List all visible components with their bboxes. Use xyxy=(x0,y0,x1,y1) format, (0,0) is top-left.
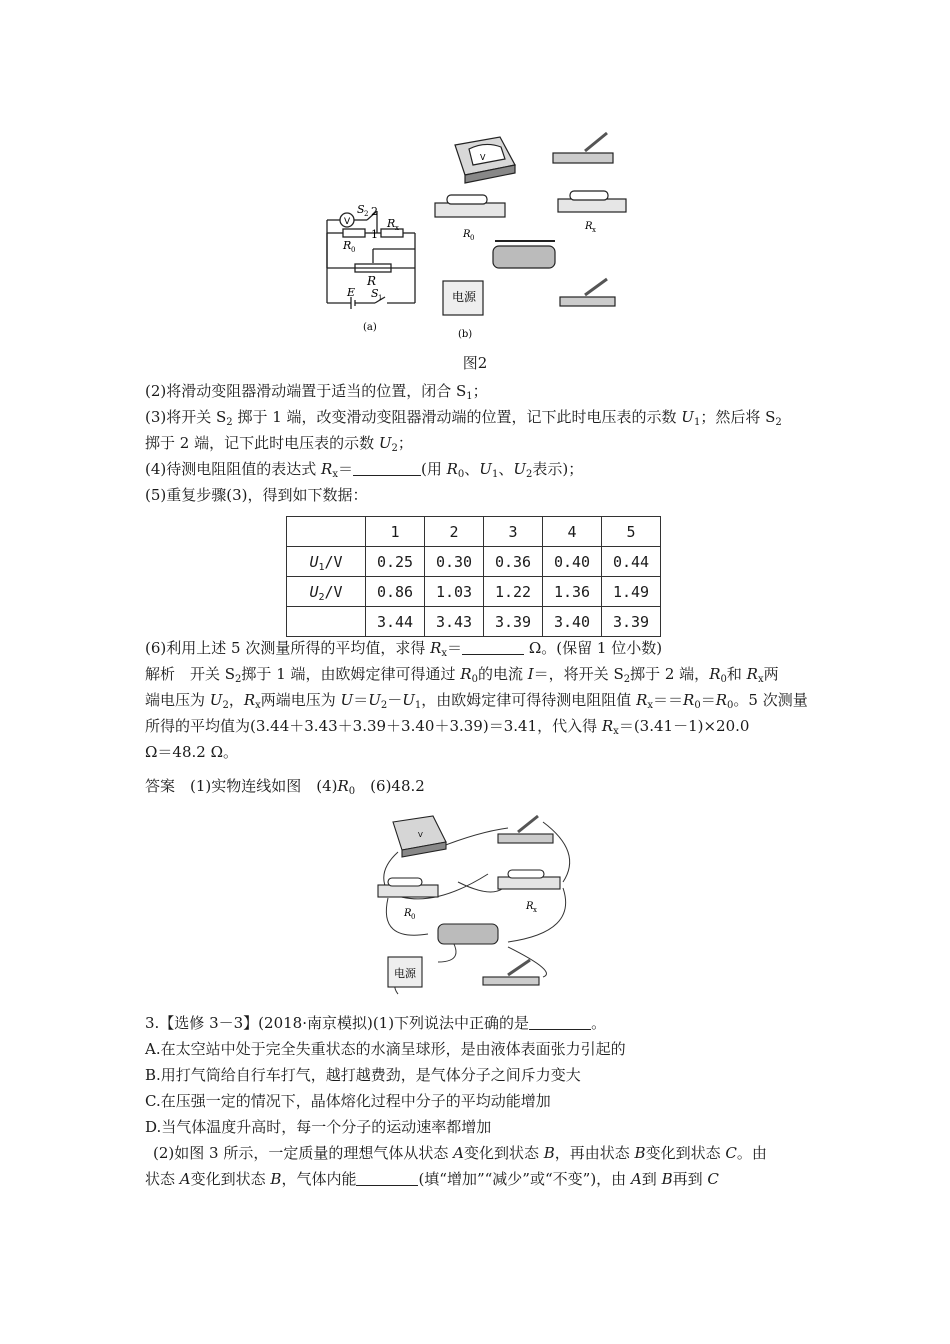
question-3-block xyxy=(145,1010,810,1192)
step-4 xyxy=(145,456,810,482)
an-2f: ，由欧姆定律可得待测电阻阻值 xyxy=(421,691,637,709)
q3-p2-b: 变化到状态 xyxy=(463,1144,544,1162)
table-cell: 0.86 xyxy=(366,577,425,607)
r0-label-sub: 0 xyxy=(351,246,356,254)
data-table xyxy=(286,516,661,637)
an-u2: U xyxy=(209,691,223,709)
step-3-u2-sub: 2 xyxy=(391,443,398,454)
q3-p3-a: 状态 xyxy=(145,1170,180,1188)
step-6-rx: R xyxy=(430,639,442,657)
step-3-line-1 xyxy=(145,404,810,430)
step-4-rx: R xyxy=(321,460,333,478)
q3-p2-e: 。由 xyxy=(736,1144,767,1162)
an-rx4-sub: x xyxy=(613,726,619,737)
q3-state-a3: A xyxy=(630,1170,642,1188)
row-label-unit: /V xyxy=(324,552,343,571)
an-u2-sub: 2 xyxy=(222,700,229,711)
an-rx2: R xyxy=(243,691,256,709)
step-3-end: ； xyxy=(397,434,413,452)
an-u1: U xyxy=(402,691,415,709)
step-6-c: Ω。(保留 1 位小数) xyxy=(524,639,663,657)
step-4-sep2: 、 xyxy=(498,460,514,478)
step-2-sub: 1 xyxy=(466,391,473,402)
an-r0d-sub: 0 xyxy=(727,700,734,711)
table-row-label xyxy=(287,607,366,637)
step-4-r0-sub: 0 xyxy=(457,469,465,480)
figure-2-caption: 图2 xyxy=(462,354,488,372)
an-r0: R xyxy=(460,665,472,683)
step-5: (5)重复步骤(3)，得到如下数据： xyxy=(145,486,368,504)
q3-state-a: A xyxy=(453,1144,464,1162)
step-4-eq: ＝ xyxy=(337,460,353,478)
table-header-cell: 3 xyxy=(484,517,543,547)
step-4-r0: R xyxy=(446,460,458,478)
an-1f: 和 xyxy=(726,665,747,683)
table-cell: 0.44 xyxy=(602,547,661,577)
q3-title-text: 3.【选修 3－3】(2018·南京模拟)(1)下列说法中正确的是 xyxy=(145,1014,530,1032)
step-6-a: (6)利用上述 5 次测量所得的平均值，求得 xyxy=(145,639,431,657)
analysis-line-3 xyxy=(145,713,810,739)
answer-a: 答案 (1)实物连线如图 (4) xyxy=(145,777,338,795)
component-voltmeter-label: V xyxy=(480,153,486,162)
step-4-sep1: 、 xyxy=(464,460,480,478)
q3-p3-e: 到 xyxy=(641,1170,662,1188)
table-header-cell: 5 xyxy=(602,517,661,547)
step-4-u1-sub: 1 xyxy=(491,469,499,480)
an-r0b-sub: 0 xyxy=(720,674,727,685)
rheostat-label: R xyxy=(367,274,377,288)
table-cell: 0.40 xyxy=(543,547,602,577)
power-source-label: 电源 xyxy=(452,290,477,304)
an-1b: 掷于 1 端，由欧姆定律可得通过 xyxy=(241,665,461,683)
step-2 xyxy=(145,378,810,404)
an-2d: ＝ xyxy=(353,691,369,709)
step-4-c: (用 xyxy=(420,460,447,478)
table-row-label xyxy=(287,547,366,577)
q3-answer-blank[interactable] xyxy=(529,1013,591,1030)
component-r0-label: R xyxy=(463,229,471,240)
q3-state-a2: A xyxy=(179,1170,191,1188)
analysis-line-1 xyxy=(145,661,810,687)
answer-wiring-drawing xyxy=(368,812,588,1002)
s1-label: S xyxy=(371,287,379,300)
step-3-line-2 xyxy=(145,430,810,456)
an-r0-sub: 0 xyxy=(471,674,478,685)
answer-line xyxy=(145,773,810,799)
table-row xyxy=(287,577,661,607)
q3-state-b2: B xyxy=(634,1144,646,1162)
an-2c: 两端电压为 xyxy=(260,691,341,709)
an-1e: 掷于 2 端， xyxy=(630,665,710,683)
row-label-unit: /V xyxy=(324,582,343,601)
figure-a-label: (a) xyxy=(363,322,377,333)
q3-option-a: A.在太空站中处于完全失重状态的水滴呈球形，是由液体表面张力引起的 xyxy=(145,1040,626,1058)
an-2h: ＝ xyxy=(700,691,716,709)
step-3-u1: U xyxy=(681,408,694,426)
an-1a-sub: 2 xyxy=(235,674,242,685)
step-4-u1: U xyxy=(479,460,492,478)
an-rx3: R xyxy=(636,691,648,709)
an-1c: 的电流 xyxy=(477,665,528,683)
q3-p3-f: 再到 xyxy=(672,1170,708,1188)
q3-option-d: D.当气体温度升高时，每一个分子的运动速率都增加 xyxy=(145,1118,492,1136)
step-4-rx-sub: x xyxy=(332,469,338,480)
q3-state-c2: C xyxy=(707,1170,719,1188)
step-4-u2: U xyxy=(513,460,526,478)
wiring-r0-label: R xyxy=(404,908,412,919)
table-row xyxy=(287,607,661,637)
an-rx4: R xyxy=(601,717,614,735)
components-b xyxy=(435,133,626,315)
table-cell: 3.39 xyxy=(602,607,661,637)
step-3-b: 掷于 1 端，改变滑动变阻器滑动端的位置，记下此时电压表的示数 xyxy=(232,408,682,426)
figure-2 xyxy=(315,125,645,340)
answer-wiring-figure xyxy=(368,812,588,1002)
step-4-u2-sub: 2 xyxy=(526,469,533,480)
component-rx-label-sub: x xyxy=(592,226,596,234)
q3-state-c: C xyxy=(725,1144,737,1162)
an-u: U xyxy=(340,691,354,709)
step-4-f: 表示)； xyxy=(532,460,584,478)
an-u2b: U xyxy=(368,691,381,709)
q3-energy-blank[interactable] xyxy=(356,1169,418,1186)
step-3-u2: U xyxy=(378,434,392,452)
wiring-r0-label-sub: 0 xyxy=(411,913,416,921)
answer-r0-sub: 0 xyxy=(348,786,356,797)
step-4-answer-blank[interactable] xyxy=(353,459,421,476)
step-6 xyxy=(145,635,810,661)
table-header-row xyxy=(287,517,661,547)
steps-block xyxy=(145,378,810,508)
an-r0d: R xyxy=(715,691,728,709)
an-r0b: R xyxy=(709,665,721,683)
an-2e: － xyxy=(387,691,403,709)
q3-title-end: 。 xyxy=(591,1014,607,1032)
q3-p3-b: 变化到状态 xyxy=(190,1170,271,1188)
table-cell: 3.43 xyxy=(425,607,484,637)
rx-label-sub: x xyxy=(395,224,399,232)
an-2i: 。5 次测量 xyxy=(733,691,808,709)
step-3-c-sub: 2 xyxy=(775,417,782,428)
r0-label: R xyxy=(343,239,352,252)
an-u1-sub: 1 xyxy=(414,700,422,711)
step-6-eq: ＝ xyxy=(447,639,463,657)
table-cell: 3.44 xyxy=(366,607,425,637)
analysis-line-2 xyxy=(145,687,810,713)
row-label-var: U xyxy=(309,552,319,571)
an-rx2-sub: x xyxy=(255,700,261,711)
figure-2-drawing xyxy=(315,125,645,340)
an-rx-sub: x xyxy=(757,674,764,685)
step-2-text: (2)将滑动变阻器滑动端置于适当的位置，闭合 S xyxy=(145,382,467,400)
table-cell: 0.36 xyxy=(484,547,543,577)
step-3-c: ；然后将 S xyxy=(700,408,776,426)
q3-part2-line-1 xyxy=(145,1140,810,1166)
q3-option-b: B.用打气筒给自行车打气，越打越费劲，是气体分子之间斥力变大 xyxy=(145,1066,581,1084)
q3-state-b4: B xyxy=(661,1170,673,1188)
table-cell: 1.03 xyxy=(425,577,484,607)
component-r0-label-sub: 0 xyxy=(470,234,475,242)
table-cell: 3.40 xyxy=(543,607,602,637)
battery-label: E xyxy=(347,286,356,299)
component-rx-label: R xyxy=(585,221,593,232)
an-u2b-sub: 2 xyxy=(380,700,388,711)
an-r0c-sub: 0 xyxy=(694,700,701,711)
q3-part2-line-2 xyxy=(145,1166,810,1192)
step-6-rx-sub: x xyxy=(441,648,448,659)
q3-p2-c: ，再由状态 xyxy=(554,1144,635,1162)
table-row xyxy=(287,547,661,577)
answer-r0: R xyxy=(337,777,349,795)
an-2b: ， xyxy=(228,691,244,709)
rx-label: R xyxy=(387,217,396,230)
wiring-rx-label-sub: x xyxy=(533,906,537,914)
an-3b: ＝(3.41－1)×20.0 xyxy=(618,717,750,735)
an-1a: 解析 开关 S xyxy=(145,665,236,683)
q3-p2-a: (2)如图 3 所示，一定质量的理想气体从状态 xyxy=(153,1144,454,1162)
row-label-sub: 1 xyxy=(318,561,325,573)
an-rx3-sub: x xyxy=(647,700,654,711)
answer-b: (6)48.2 xyxy=(355,777,425,795)
node-1-label: 1 xyxy=(371,228,378,241)
table-cell: 1.49 xyxy=(602,577,661,607)
step-3-u1-sub: 1 xyxy=(693,417,701,428)
wiring-voltmeter-label: V xyxy=(418,831,423,839)
s1-label-sub: 1 xyxy=(378,294,383,302)
an-2a: 端电压为 xyxy=(145,691,210,709)
q3-p3-c: ，气体内能 xyxy=(281,1170,357,1188)
q3-title xyxy=(145,1010,810,1036)
wiring-rx-label: R xyxy=(526,901,534,912)
row-label-var: U xyxy=(309,582,319,601)
q3-state-b: B xyxy=(543,1144,555,1162)
step-4-a: (4)待测电阻阻值的表达式 xyxy=(145,460,322,478)
row-label-sub: 2 xyxy=(318,591,325,603)
an-1d-sub: 2 xyxy=(623,674,631,685)
an-1g: 两 xyxy=(763,665,779,683)
table-header-cell: 2 xyxy=(425,517,484,547)
table-header-cell: 1 xyxy=(366,517,425,547)
step-2-end: ； xyxy=(472,382,488,400)
q3-state-b3: B xyxy=(270,1170,282,1188)
step-3-d: 掷于 2 端，记下此时电压表的示数 xyxy=(145,434,379,452)
q3-option-c: C.在压强一定的情况下，晶体熔化过程中分子的平均动能增加 xyxy=(145,1092,551,1110)
step-3-a-sub: 2 xyxy=(226,417,233,428)
wiring-power-label: 电源 xyxy=(394,967,416,980)
an-i: I xyxy=(527,665,534,683)
table-cell: 0.30 xyxy=(425,547,484,577)
q3-p2-d: 变化到状态 xyxy=(645,1144,726,1162)
table-header-cell xyxy=(287,517,366,547)
s2-label: S xyxy=(357,203,365,216)
table-cell: 0.25 xyxy=(366,547,425,577)
q3-p3-d: (填“增加”“减少”或“不变”)，由 xyxy=(418,1170,631,1188)
table-row-label xyxy=(287,577,366,607)
an-r0c: R xyxy=(683,691,695,709)
an-rx: R xyxy=(746,665,758,683)
analysis-line-4: Ω＝48.2 Ω。 xyxy=(145,743,239,761)
analysis-block xyxy=(145,635,810,799)
figure-b-label: (b) xyxy=(458,329,473,340)
table-header-cell: 4 xyxy=(543,517,602,547)
step-6-answer-blank[interactable] xyxy=(462,638,524,655)
table-cell: 3.39 xyxy=(484,607,543,637)
an-2g: ＝＝ xyxy=(653,691,684,709)
table-cell: 1.22 xyxy=(484,577,543,607)
table-cell: 1.36 xyxy=(543,577,602,607)
s2-label-sub: 2 xyxy=(364,210,369,218)
an-3a: 所得的平均值为(3.44＋3.43＋3.39＋3.40＋3.39)＝3.41，代入得 xyxy=(145,717,602,735)
node-2-label: 2 xyxy=(371,205,378,218)
step-3-a: (3)将开关 S xyxy=(145,408,227,426)
an-1d: ＝，将开关 S xyxy=(533,665,624,683)
voltmeter-symbol-label: V xyxy=(344,217,351,227)
